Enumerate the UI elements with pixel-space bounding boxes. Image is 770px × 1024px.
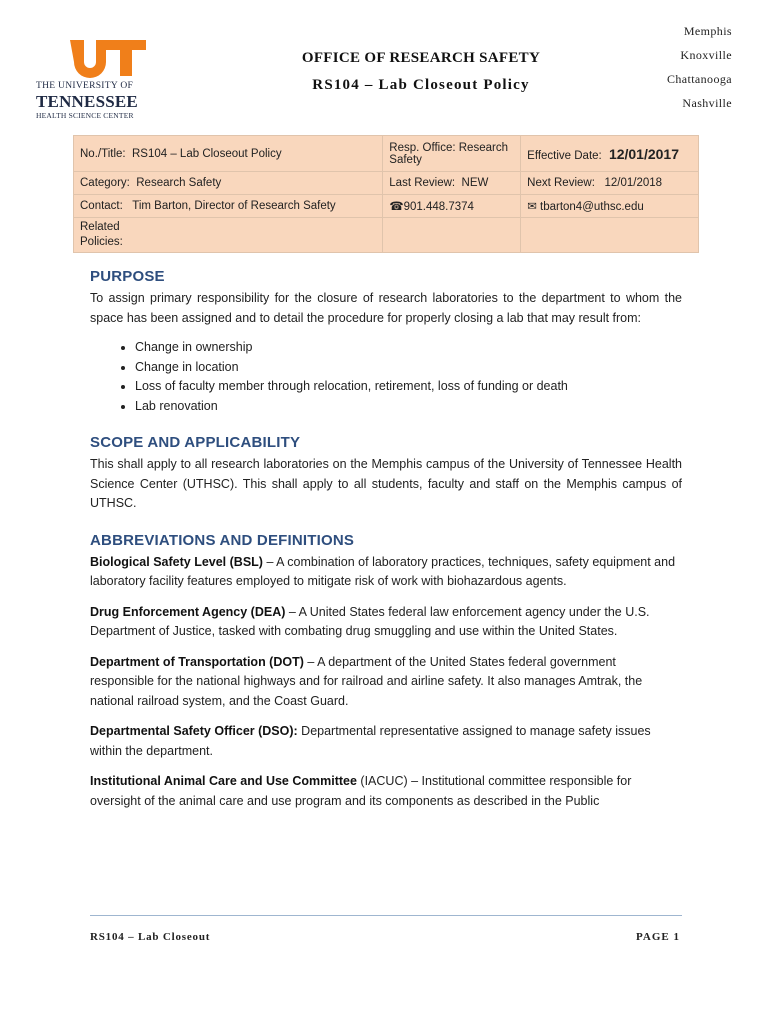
logo-line-3: HEALTH SCIENCE CENTER: [36, 110, 134, 120]
definition-item: Department of Transportation (DOT) – A department of the United States federal government responsible for the national highways and for railroad and airline safety. It also manages Amtrak, the national railroad system, and the Coast Guard.: [90, 654, 643, 708]
policy-body: [90, 268, 682, 829]
list-item: • Lab renovation: [135, 397, 682, 417]
phone-number: 901.448.7374: [403, 201, 474, 213]
definitions-section: [90, 532, 682, 812]
campus-item: Chattanooga: [666, 72, 732, 86]
scope-text: This shall apply to all research laboratories on the Memphis campus of the University of Tennessee Health Science Center (UTHSC). This shall apply to all students, faculty and staff on the Memphis campus of UTHSC.: [90, 457, 682, 510]
no-title-cell: No./Title: RS104 – Lab Closeout Policy: [74, 136, 383, 172]
contact-cell: Contact: Tim Barton, Director of Research Safety: [74, 195, 383, 218]
last-review-cell: Last Review: NEW: [383, 172, 521, 195]
related-policies-cell: Related Policies:: [74, 218, 383, 253]
purpose-text: To assign primary responsibility for the closure of research laboratories to the department to whom the space has been assigned and to detail the procedure for properly closing a lab that may result from:: [90, 291, 682, 325]
next-review-cell: Next Review: 12/01/2018: [521, 172, 699, 195]
policy-title: RS104 – Lab Closeout Policy: [312, 77, 530, 93]
effective-date-cell: Effective Date: 12/01/2017: [521, 136, 699, 172]
university-logo: [36, 38, 152, 119]
ut-logo-icon: [68, 38, 148, 78]
empty-cell: [521, 218, 699, 253]
definitions-heading: ABBREVIATIONS AND DEFINITIONS: [90, 531, 355, 549]
purpose-list: [90, 338, 682, 416]
email-link[interactable]: tbarton4@uthsc.edu: [540, 201, 644, 213]
footer-divider: [90, 915, 682, 916]
empty-cell: [383, 218, 521, 253]
purpose-section: [90, 268, 682, 416]
list-item: • Change in location: [135, 358, 682, 378]
resp-office-cell: Resp. Office: Research Safety: [383, 136, 521, 172]
table-row: [74, 218, 699, 253]
category-cell: Category: Research Safety: [74, 172, 383, 195]
campus-item: Nashville: [682, 96, 732, 110]
list-item: • Loss of faculty member through relocation, retirement, loss of funding or death: [135, 377, 682, 397]
scope-heading: SCOPE AND APPLICABILITY: [90, 434, 301, 451]
definition-item: Institutional Animal Care and Use Committee (IACUC) – Institutional committee responsible for oversight of the animal care and use program and its components as described in the Public: [90, 774, 632, 808]
office-title: OFFICE OF RESEARCH SAFETY: [301, 50, 541, 66]
table-row: [74, 195, 699, 218]
list-item: • Change in ownership: [135, 338, 682, 358]
table-row: [74, 172, 699, 195]
scope-section: [90, 434, 682, 514]
email-cell: [521, 195, 699, 218]
definition-item: Biological Safety Level (BSL) – A combination of laboratory practices, techniques, safety equipment and laboratory facility features employed to mitigate risk of work with biohazardous agents.: [90, 554, 676, 588]
title-block: [260, 50, 582, 94]
phone-icon: ☎: [389, 201, 404, 213]
footer-doc-title: RS104 – Lab Closeout: [90, 931, 211, 943]
definition-item: Departmental Safety Officer (DSO): Departmental representative assigned to manage safety issues within the department.: [90, 724, 651, 758]
logo-line-1: THE UNIVERSITY OF: [36, 81, 134, 91]
policy-info-table: [73, 135, 699, 253]
logo-line-2: TENNESSEE: [36, 91, 138, 111]
campus-item: Memphis: [683, 24, 732, 38]
campus-list: [667, 24, 732, 120]
footer-page-number: PAGE 1: [636, 931, 680, 943]
envelope-icon: ✉: [527, 201, 537, 213]
purpose-heading: PURPOSE: [90, 268, 165, 285]
definition-item: Drug Enforcement Agency (DEA) – A United States federal law enforcement agency under the U.S. Department of Justice, tasked with combating drug smuggling and use within the United States.: [90, 604, 650, 638]
table-row: [74, 136, 699, 172]
phone-cell: [383, 195, 521, 218]
campus-item: Knoxville: [680, 48, 732, 62]
